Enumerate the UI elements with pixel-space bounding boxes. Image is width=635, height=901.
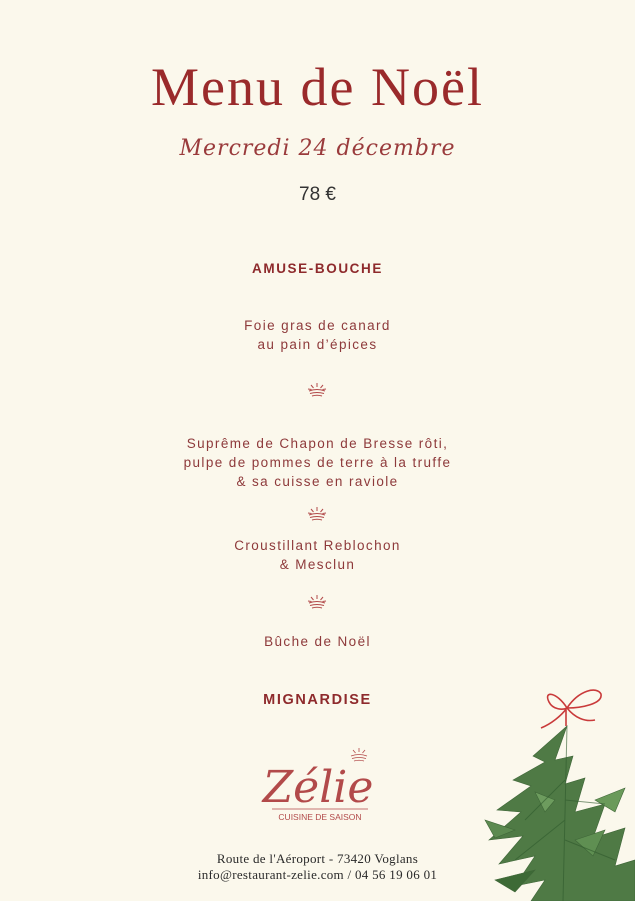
dish-line: & sa cuisse en raviole [236,474,399,489]
dish-reblochon [0,536,635,574]
dish-buche [0,632,635,651]
menu-date: Mercredi 24 décembre [179,136,456,161]
footer-address: Route de l'Aéroport - 73420 Voglans [216,851,419,866]
dish-foie-gras [0,316,635,354]
menu-title: Menu de Noël [151,57,484,117]
fir-branches [485,726,635,901]
dish-chapon [0,434,635,491]
section-amuse-bouche: AMUSE-BOUCHE [252,261,383,276]
ribbon-bow [541,690,601,728]
menu-price: 78 € [299,184,336,205]
sunset-waves-icon [306,593,328,611]
sunset-waves-icon [351,748,367,761]
footer-contact: info@restaurant-zelie.com / 04 56 19 06 01 [197,867,438,882]
dish-line: pulpe de pommes de terre à la truffe [183,455,452,470]
dish-line: Foie gras de canard [244,318,391,333]
dish-line: au pain d’épices [257,337,378,352]
sunset-waves-icon [306,381,328,399]
zelie-logo [258,746,378,826]
dish-line: & Mesclun [279,557,356,572]
dish-line: Bûche de Noël [264,634,371,649]
logo-tagline: CUISINE DE SAISON [278,812,362,822]
section-mignardise: MIGNARDISE [263,692,372,708]
dish-line: Suprême de Chapon de Bresse rôti, [186,436,449,451]
logo-name: Zélie [262,762,374,813]
sunset-waves-icon [306,505,328,523]
christmas-tree-branch-with-bow-icon [475,680,635,901]
dish-line: Croustillant Reblochon [234,538,401,553]
